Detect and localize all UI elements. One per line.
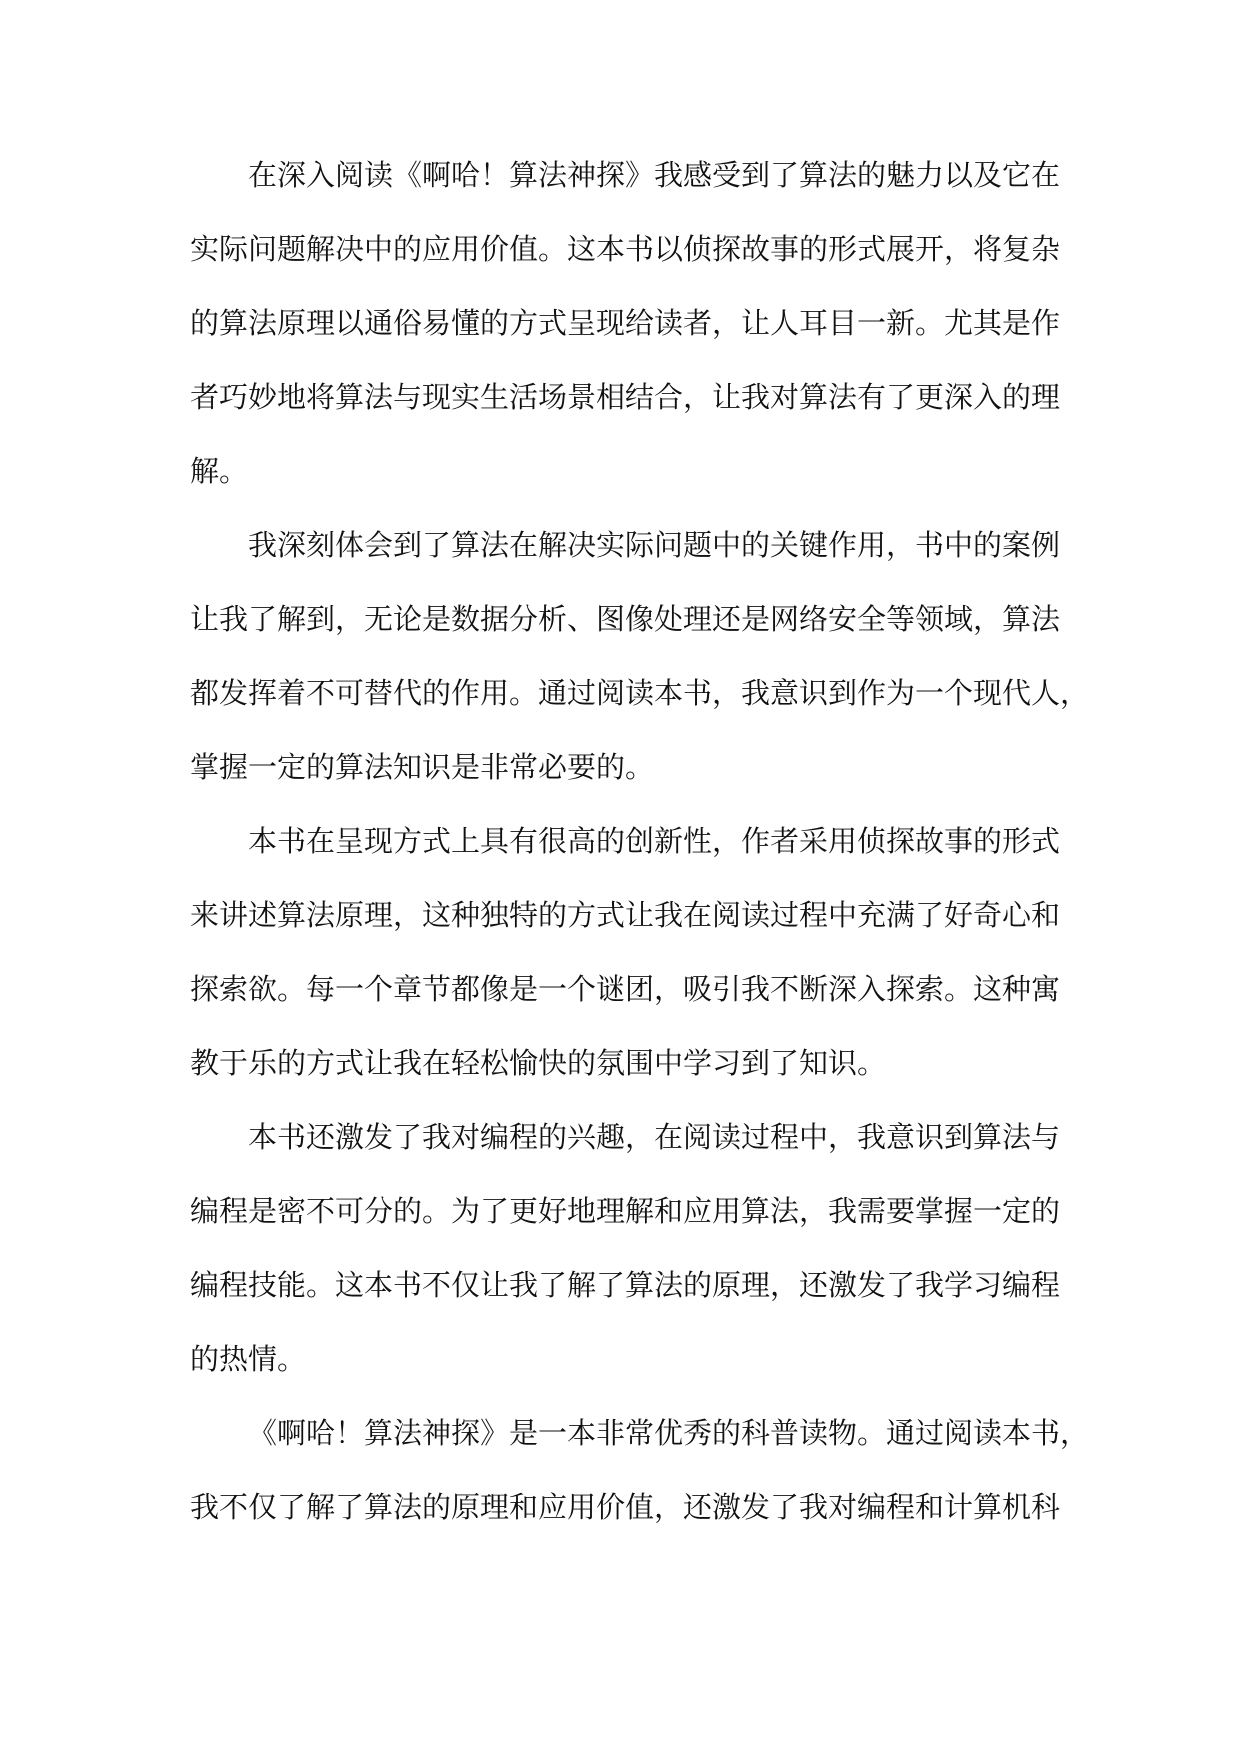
text-line: 来讲述算法原理，这种独特的方式让我在阅读过程中充满了好奇心和 — [190, 898, 1061, 932]
body-text — [190, 138, 1090, 1544]
paragraph-5 — [190, 1396, 1090, 1544]
text-line: 《啊哈！算法神探》是一本非常优秀的科普读物。通过阅读本书， — [248, 1416, 1090, 1450]
text-line: 掌握一定的算法知识是非常必要的。 — [190, 750, 655, 784]
text-line: 编程是密不可分的。为了更好地理解和应用算法，我需要掌握一定的 — [190, 1194, 1061, 1228]
text-line: 解。 — [190, 454, 249, 488]
paragraph-1 — [190, 138, 1061, 508]
text-line: 教于乐的方式让我在轻松愉快的氛围中学习到了知识。 — [190, 1046, 887, 1080]
text-line: 让我了解到，无论是数据分析、图像处理还是网络安全等领域，算法 — [190, 602, 1061, 636]
text-line: 的热情。 — [190, 1342, 307, 1376]
text-line: 探索欲。每一个章节都像是一个谜团，吸引我不断深入探索。这种寓 — [190, 972, 1061, 1006]
paragraph-3 — [190, 804, 1061, 1100]
text-line: 我深刻体会到了算法在解决实际问题中的关键作用，书中的案例 — [248, 528, 1061, 562]
text-line: 实际问题解决中的应用价值。这本书以侦探故事的形式展开，将复杂 — [190, 232, 1061, 266]
text-line: 本书在呈现方式上具有很高的创新性，作者采用侦探故事的形式 — [248, 824, 1061, 858]
text-line: 的算法原理以通俗易懂的方式呈现给读者，让人耳目一新。尤其是作 — [190, 306, 1061, 340]
text-line: 我不仅了解了算法的原理和应用价值，还激发了我对编程和计算机科 — [190, 1490, 1061, 1524]
text-line: 本书还激发了我对编程的兴趣，在阅读过程中，我意识到算法与 — [248, 1120, 1061, 1154]
paragraph-4 — [190, 1100, 1061, 1396]
text-line: 在深入阅读《啊哈！算法神探》我感受到了算法的魅力以及它在 — [248, 158, 1061, 192]
text-line: 编程技能。这本书不仅让我了解了算法的原理，还激发了我学习编程 — [190, 1268, 1061, 1302]
text-line: 都发挥着不可替代的作用。通过阅读本书，我意识到作为一个现代人， — [190, 676, 1090, 710]
paragraph-2 — [190, 508, 1090, 804]
text-line: 者巧妙地将算法与现实生活场景相结合，让我对算法有了更深入的理 — [190, 380, 1061, 414]
